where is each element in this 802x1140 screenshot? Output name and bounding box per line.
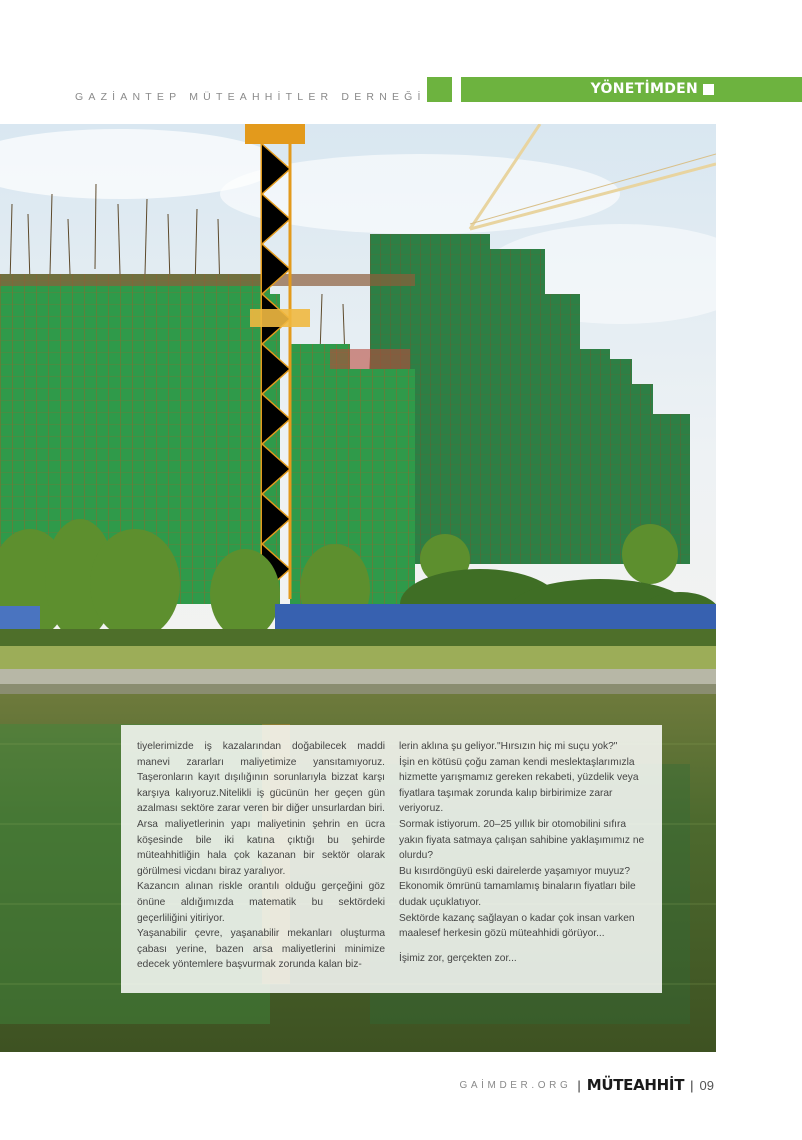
section-label: YÖNETİMDEN — [590, 81, 698, 97]
section-banner — [461, 77, 802, 102]
footer-separator: | — [577, 1077, 581, 1093]
article-paragraph: Bu kısırdöngüyü eski dairelerde yaşamıyor muyuz? Ekonomik ömrünü tamamlamış binaların fiyatları bile dudak uçuklatıyor. — [399, 865, 636, 908]
article-text-panel — [121, 725, 662, 993]
magazine-brand: MÜTEAHHİT — [586, 1076, 685, 1094]
footer-separator: | — [690, 1077, 694, 1093]
article-paragraph: lerin aklına şu geliyor."Hırsızın hiç mi suçu yok?" — [399, 741, 618, 752]
article-paragraph: Yaşanabilir çevre, yaşanabilir mekanları oluşturma çabası yerine, bazen arsa maliyetlerini minimize edecek yöntemlere başvurmak zorunda kalan biz- — [137, 928, 385, 971]
section-marker-icon — [703, 84, 714, 95]
organization-name: GAZİANTEP MÜTEAHHİTLER DERNEĞİ — [75, 91, 426, 103]
article-column-left — [137, 739, 385, 973]
article-paragraph: tiyelerimizde iş kazalarından doğabilecek maddi manevi zararları maliyetimize yansıtamıyoruz. Taşeronların kayıt dışılığının sorunlarıyla bizzat karşı karşıya kalıyoruz.Nitelikli iş gücünün her geçen gün azalması sektöre zarar veren bir diğer unsurlardan biri. Arsa maliyetlerinin yapı maliyetinin şehrin en ücra köşesinde bile iki katına çıktığı bu şehirde müteahhitliğin hala çok kazanan bir sektör olarak görülmesi vicdanı biraz yaralıyor. — [137, 741, 385, 877]
page-footer — [460, 1076, 715, 1094]
article-paragraph: İşin en kötüsü çoğu zaman kendi meslektaşlarımızla hizmette yarışmamız gereken rekabeti, yüzdelik veya fiyatlara taşımak zorunda kalıp birbirimize zarar veriyoruz. — [399, 756, 639, 815]
page-number: 09 — [699, 1077, 714, 1093]
article-paragraph: Sormak istiyorum. 20–25 yıllık bir otomobilini sıfıra yakın fiyata satmaya çalışan sahibine yaklaşımımız ne olurdu? — [399, 818, 645, 862]
article-paragraph: Kazancın alınan riskle orantılı olduğu gerçeğini göz önüne aldığımızda matematik bu sektördeki geçerliliğini yitiriyor. — [137, 881, 385, 924]
article-column-right — [399, 739, 649, 966]
footer-website: GAİMDER.ORG — [459, 1079, 572, 1091]
article-paragraph: Sektörde kazanç sağlayan o kadar çok insan varken maalesef herkesin gözü müteahhidi görüyor... — [399, 912, 635, 940]
article-closing-line: İşimiz zor, gerçekten zor... — [399, 952, 517, 964]
header-accent-square — [427, 77, 452, 102]
